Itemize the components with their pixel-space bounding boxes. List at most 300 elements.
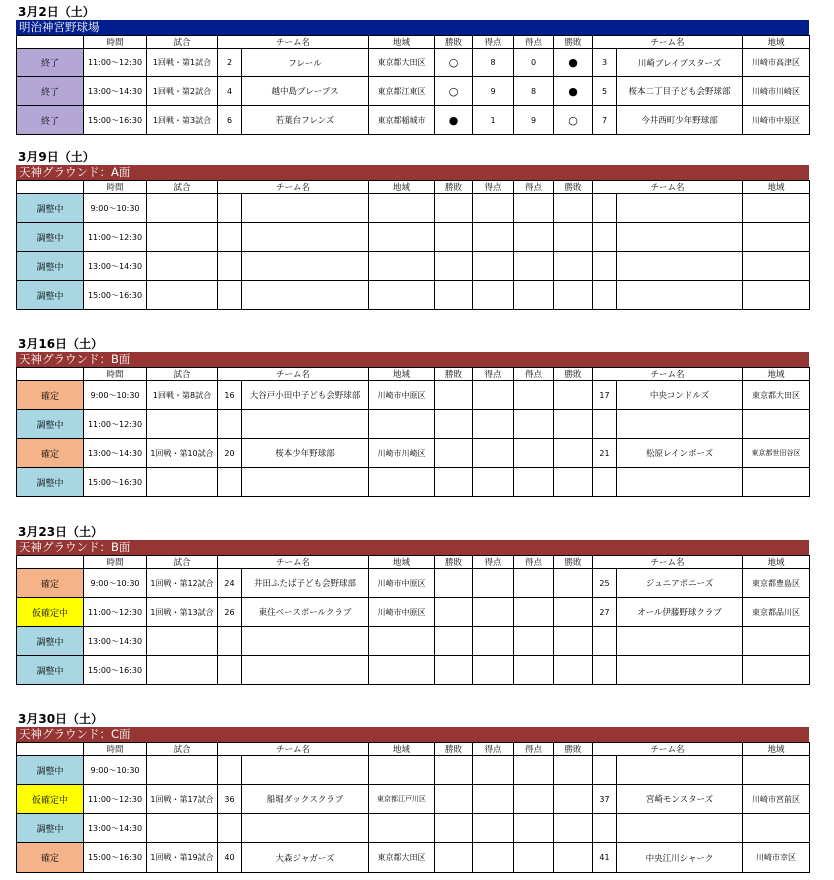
team2-score xyxy=(514,252,554,281)
header-time: 時間 xyxy=(84,181,147,194)
team2-number: 5 xyxy=(593,77,617,106)
team1-result xyxy=(435,223,473,252)
section-venue: 天神グラウンド：C面 xyxy=(16,727,809,742)
team2-name xyxy=(617,252,743,281)
team1-result: ○ xyxy=(435,49,473,77)
team2-area: 川崎市幸区 xyxy=(743,843,810,873)
time-cell: 15:00〜16:30 xyxy=(84,468,147,497)
section-date: 3月23日（土） xyxy=(18,525,104,539)
team1-score xyxy=(473,223,514,252)
team1-result: ● xyxy=(435,106,473,135)
status-badge: 調整中 xyxy=(17,252,84,281)
team1-name: 大谷戸小田中子ども会野球部 xyxy=(242,381,369,410)
team1-score xyxy=(473,843,514,873)
team2-score: 0 xyxy=(514,49,554,77)
header-row xyxy=(17,36,810,49)
team1-name: 越中島ブレーブス xyxy=(242,77,369,106)
team2-name xyxy=(617,814,743,843)
table-row xyxy=(17,785,810,814)
team1-area xyxy=(369,814,435,843)
team2-number xyxy=(593,194,617,223)
team1-area xyxy=(369,252,435,281)
team1-number: 40 xyxy=(218,843,242,873)
header-row xyxy=(17,181,810,194)
header-team1: チーム名 xyxy=(218,556,369,569)
status-badge: 確定 xyxy=(17,381,84,410)
team2-number: 3 xyxy=(593,49,617,77)
table-row xyxy=(17,598,810,627)
header-score2: 得点 xyxy=(514,743,554,756)
header-score1: 得点 xyxy=(473,556,514,569)
team1-result xyxy=(435,843,473,873)
team1-score xyxy=(473,410,514,439)
team1-name: 若葉台フレンズ xyxy=(242,106,369,135)
team1-result xyxy=(435,627,473,656)
header-team2: チーム名 xyxy=(593,368,743,381)
header-status xyxy=(17,556,84,569)
team2-result xyxy=(554,843,593,873)
header-team1: チーム名 xyxy=(218,36,369,49)
team1-area: 東京都稲城市 xyxy=(369,106,435,135)
team2-name xyxy=(617,656,743,685)
status-badge: 調整中 xyxy=(17,223,84,252)
team2-number xyxy=(593,410,617,439)
team1-area: 東京都大田区 xyxy=(369,49,435,77)
header-match: 試合 xyxy=(147,368,218,381)
team1-score xyxy=(473,627,514,656)
status-badge: 調整中 xyxy=(17,194,84,223)
match-cell xyxy=(147,468,218,497)
team2-number xyxy=(593,814,617,843)
time-cell: 15:00〜16:30 xyxy=(84,656,147,685)
team1-area: 川崎市川崎区 xyxy=(369,439,435,468)
team2-area xyxy=(743,468,810,497)
team1-number: 24 xyxy=(218,569,242,598)
team2-name: 桜本二丁目子ども会野球部 xyxy=(617,77,743,106)
team2-number xyxy=(593,468,617,497)
match-cell xyxy=(147,223,218,252)
team1-score xyxy=(473,252,514,281)
time-cell: 13:00〜14:30 xyxy=(84,627,147,656)
team1-score xyxy=(473,194,514,223)
team1-number xyxy=(218,627,242,656)
header-area1: 地域 xyxy=(369,368,435,381)
schedule-table xyxy=(16,555,810,685)
team1-number xyxy=(218,194,242,223)
header-score2: 得点 xyxy=(514,181,554,194)
team2-name: 川崎ブレイブスターズ xyxy=(617,49,743,77)
team2-name: 宮崎モンスターズ xyxy=(617,785,743,814)
section-venue: 天神グラウンド：B面 xyxy=(16,352,809,367)
table-row xyxy=(17,468,810,497)
status-badge: 確定 xyxy=(17,843,84,873)
match-cell: 1回戦・第10試合 xyxy=(147,439,218,468)
team2-score xyxy=(514,656,554,685)
team1-number xyxy=(218,410,242,439)
team1-name xyxy=(242,468,369,497)
team1-score xyxy=(473,468,514,497)
team2-name: 今井西町少年野球部 xyxy=(617,106,743,135)
team2-score xyxy=(514,223,554,252)
match-cell xyxy=(147,656,218,685)
header-result1: 勝敗 xyxy=(435,36,473,49)
team2-score xyxy=(514,468,554,497)
team1-result xyxy=(435,252,473,281)
header-result2: 勝敗 xyxy=(554,743,593,756)
team1-number xyxy=(218,252,242,281)
team1-result xyxy=(435,194,473,223)
header-time: 時間 xyxy=(84,368,147,381)
match-cell xyxy=(147,194,218,223)
team1-result xyxy=(435,410,473,439)
team1-area xyxy=(369,756,435,785)
section-date: 3月30日（土） xyxy=(18,712,104,726)
team2-result: ○ xyxy=(554,106,593,135)
table-row xyxy=(17,656,810,685)
status-badge: 調整中 xyxy=(17,627,84,656)
team2-name xyxy=(617,223,743,252)
team2-area: 川崎市川崎区 xyxy=(743,77,810,106)
header-area2: 地域 xyxy=(743,368,810,381)
team2-name: 中央コンドルズ xyxy=(617,381,743,410)
team2-name: 中央江川シャーク xyxy=(617,843,743,873)
team2-area: 川崎市高津区 xyxy=(743,49,810,77)
team2-area: 川崎市中原区 xyxy=(743,106,810,135)
section-date: 3月16日（土） xyxy=(18,337,104,351)
header-team2: チーム名 xyxy=(593,36,743,49)
time-cell: 11:00〜12:30 xyxy=(84,223,147,252)
team2-result xyxy=(554,569,593,598)
team1-area xyxy=(369,468,435,497)
match-cell: 1回戦・第12試合 xyxy=(147,569,218,598)
header-team2: チーム名 xyxy=(593,743,743,756)
team2-area xyxy=(743,756,810,785)
team2-name xyxy=(617,627,743,656)
team2-area xyxy=(743,194,810,223)
team2-number xyxy=(593,756,617,785)
match-cell xyxy=(147,756,218,785)
time-cell: 13:00〜14:30 xyxy=(84,814,147,843)
team2-result: ● xyxy=(554,77,593,106)
time-cell: 15:00〜16:30 xyxy=(84,281,147,310)
team1-name xyxy=(242,410,369,439)
section-venue: 明治神宮野球場 xyxy=(16,20,809,35)
team2-result xyxy=(554,439,593,468)
team2-number: 41 xyxy=(593,843,617,873)
team2-result xyxy=(554,252,593,281)
schedule-table xyxy=(16,742,810,873)
schedule-table xyxy=(16,35,810,135)
team1-score xyxy=(473,656,514,685)
team2-score: 9 xyxy=(514,106,554,135)
team2-score: 8 xyxy=(514,77,554,106)
team2-result xyxy=(554,814,593,843)
team1-name: 井田ふたば子ども会野球部 xyxy=(242,569,369,598)
header-result2: 勝敗 xyxy=(554,368,593,381)
header-result1: 勝敗 xyxy=(435,556,473,569)
header-team1: チーム名 xyxy=(218,368,369,381)
match-cell: 1回戦・第8試合 xyxy=(147,381,218,410)
status-badge: 調整中 xyxy=(17,410,84,439)
team2-area xyxy=(743,656,810,685)
team2-name xyxy=(617,468,743,497)
team2-result xyxy=(554,756,593,785)
team2-area xyxy=(743,814,810,843)
header-result1: 勝敗 xyxy=(435,181,473,194)
team2-area: 川崎市宮前区 xyxy=(743,785,810,814)
table-row xyxy=(17,439,810,468)
status-badge: 調整中 xyxy=(17,656,84,685)
team2-result xyxy=(554,281,593,310)
time-cell: 11:00〜12:30 xyxy=(84,410,147,439)
team2-area: 東京都品川区 xyxy=(743,598,810,627)
team1-result xyxy=(435,656,473,685)
team2-result xyxy=(554,468,593,497)
status-badge: 調整中 xyxy=(17,814,84,843)
team2-number: 27 xyxy=(593,598,617,627)
team1-area: 東京都江東区 xyxy=(369,77,435,106)
table-row xyxy=(17,77,810,106)
team1-result xyxy=(435,381,473,410)
match-cell: 1回戦・第1試合 xyxy=(147,49,218,77)
team1-number xyxy=(218,656,242,685)
time-cell: 9:00〜10:30 xyxy=(84,381,147,410)
status-badge: 終了 xyxy=(17,77,84,106)
schedule-section-5 xyxy=(16,711,809,873)
team1-name: 東住ベースボールクラブ xyxy=(242,598,369,627)
team1-name xyxy=(242,281,369,310)
team1-area: 川崎市中原区 xyxy=(369,598,435,627)
header-area1: 地域 xyxy=(369,556,435,569)
team1-name xyxy=(242,756,369,785)
section-date: 3月9日（土） xyxy=(18,150,95,164)
team1-score xyxy=(473,785,514,814)
team2-area xyxy=(743,627,810,656)
team1-score xyxy=(473,281,514,310)
team2-area: 東京都世田谷区 xyxy=(743,439,810,468)
header-team1: チーム名 xyxy=(218,743,369,756)
team1-score xyxy=(473,814,514,843)
status-badge: 終了 xyxy=(17,106,84,135)
header-score1: 得点 xyxy=(473,743,514,756)
team2-score xyxy=(514,194,554,223)
team2-number xyxy=(593,252,617,281)
status-badge: 調整中 xyxy=(17,468,84,497)
team1-name: 桜本少年野球部 xyxy=(242,439,369,468)
status-badge: 仮確定中 xyxy=(17,598,84,627)
match-cell: 1回戦・第13試合 xyxy=(147,598,218,627)
header-score1: 得点 xyxy=(473,36,514,49)
section-venue: 天神グラウンド：A面 xyxy=(16,165,809,180)
team2-number: 25 xyxy=(593,569,617,598)
team1-result xyxy=(435,598,473,627)
team1-score: 9 xyxy=(473,77,514,106)
team1-score xyxy=(473,756,514,785)
team1-result xyxy=(435,785,473,814)
team1-number: 26 xyxy=(218,598,242,627)
match-cell xyxy=(147,281,218,310)
match-cell xyxy=(147,410,218,439)
team1-area: 川崎市中原区 xyxy=(369,569,435,598)
header-area2: 地域 xyxy=(743,556,810,569)
time-cell: 13:00〜14:30 xyxy=(84,252,147,281)
team2-score xyxy=(514,410,554,439)
team2-result xyxy=(554,785,593,814)
time-cell: 15:00〜16:30 xyxy=(84,843,147,873)
schedule-section-3 xyxy=(16,336,809,497)
team1-number xyxy=(218,756,242,785)
team1-score xyxy=(473,439,514,468)
time-cell: 11:00〜12:30 xyxy=(84,598,147,627)
team1-score xyxy=(473,598,514,627)
team1-name xyxy=(242,252,369,281)
team1-number: 4 xyxy=(218,77,242,106)
team1-area xyxy=(369,194,435,223)
table-row xyxy=(17,49,810,77)
header-score2: 得点 xyxy=(514,368,554,381)
team2-result xyxy=(554,410,593,439)
team1-score xyxy=(473,381,514,410)
team1-result xyxy=(435,814,473,843)
team2-score xyxy=(514,627,554,656)
team1-number: 20 xyxy=(218,439,242,468)
team1-number xyxy=(218,468,242,497)
table-row xyxy=(17,756,810,785)
header-area2: 地域 xyxy=(743,36,810,49)
team1-name xyxy=(242,627,369,656)
section-date: 3月2日（土） xyxy=(18,5,95,19)
team1-name: 船堀ダックスクラブ xyxy=(242,785,369,814)
team2-number: 7 xyxy=(593,106,617,135)
time-cell: 9:00〜10:30 xyxy=(84,194,147,223)
section-venue: 天神グラウンド：B面 xyxy=(16,540,809,555)
table-row xyxy=(17,814,810,843)
time-cell: 13:00〜14:30 xyxy=(84,439,147,468)
header-result1: 勝敗 xyxy=(435,743,473,756)
team2-result: ● xyxy=(554,49,593,77)
team1-score: 1 xyxy=(473,106,514,135)
header-row xyxy=(17,368,810,381)
header-result2: 勝敗 xyxy=(554,556,593,569)
match-cell: 1回戦・第17試合 xyxy=(147,785,218,814)
team2-name: 松原レインボーズ xyxy=(617,439,743,468)
team1-name: フレール xyxy=(242,49,369,77)
team1-area xyxy=(369,627,435,656)
header-area1: 地域 xyxy=(369,743,435,756)
time-cell: 11:00〜12:30 xyxy=(84,785,147,814)
table-row xyxy=(17,627,810,656)
table-row xyxy=(17,194,810,223)
header-row xyxy=(17,743,810,756)
status-badge: 確定 xyxy=(17,439,84,468)
team1-result: ○ xyxy=(435,77,473,106)
team2-score xyxy=(514,569,554,598)
header-status xyxy=(17,181,84,194)
header-match: 試合 xyxy=(147,556,218,569)
header-row xyxy=(17,556,810,569)
table-row xyxy=(17,252,810,281)
time-cell: 11:00〜12:30 xyxy=(84,49,147,77)
time-cell: 15:00〜16:30 xyxy=(84,106,147,135)
team1-number: 6 xyxy=(218,106,242,135)
team1-area xyxy=(369,410,435,439)
status-badge: 仮確定中 xyxy=(17,785,84,814)
header-score2: 得点 xyxy=(514,36,554,49)
team2-number xyxy=(593,656,617,685)
team2-number xyxy=(593,281,617,310)
match-cell: 1回戦・第3試合 xyxy=(147,106,218,135)
team2-area xyxy=(743,281,810,310)
team2-area xyxy=(743,223,810,252)
team2-number: 37 xyxy=(593,785,617,814)
table-row xyxy=(17,843,810,873)
team1-result xyxy=(435,439,473,468)
schedule-table xyxy=(16,367,810,497)
table-row xyxy=(17,569,810,598)
team2-result xyxy=(554,381,593,410)
team2-score xyxy=(514,281,554,310)
header-status xyxy=(17,743,84,756)
match-cell xyxy=(147,627,218,656)
schedule-table xyxy=(16,180,810,310)
table-row xyxy=(17,106,810,135)
header-match: 試合 xyxy=(147,181,218,194)
team2-score xyxy=(514,785,554,814)
header-status xyxy=(17,368,84,381)
team2-result xyxy=(554,627,593,656)
team2-area xyxy=(743,410,810,439)
team2-score xyxy=(514,843,554,873)
header-result2: 勝敗 xyxy=(554,181,593,194)
header-time: 時間 xyxy=(84,36,147,49)
table-row xyxy=(17,223,810,252)
team2-area: 東京都豊島区 xyxy=(743,569,810,598)
team1-name xyxy=(242,223,369,252)
team2-name xyxy=(617,410,743,439)
team2-result xyxy=(554,194,593,223)
team2-number: 21 xyxy=(593,439,617,468)
team2-score xyxy=(514,381,554,410)
header-result1: 勝敗 xyxy=(435,368,473,381)
team1-number: 2 xyxy=(218,49,242,77)
team2-result xyxy=(554,223,593,252)
team2-name xyxy=(617,194,743,223)
team1-result xyxy=(435,468,473,497)
match-cell xyxy=(147,252,218,281)
team1-name xyxy=(242,814,369,843)
team2-score xyxy=(514,814,554,843)
schedule-section-1 xyxy=(16,4,809,135)
header-match: 試合 xyxy=(147,36,218,49)
header-result2: 勝敗 xyxy=(554,36,593,49)
team2-name: オール伊藤野球クラブ xyxy=(617,598,743,627)
header-area2: 地域 xyxy=(743,743,810,756)
schedule-section-2 xyxy=(16,149,809,310)
team2-name: ジュニアポニーズ xyxy=(617,569,743,598)
table-row xyxy=(17,381,810,410)
time-cell: 9:00〜10:30 xyxy=(84,569,147,598)
status-badge: 確定 xyxy=(17,569,84,598)
team1-number: 16 xyxy=(218,381,242,410)
team1-number xyxy=(218,814,242,843)
header-time: 時間 xyxy=(84,556,147,569)
team1-area xyxy=(369,281,435,310)
time-cell: 13:00〜14:30 xyxy=(84,77,147,106)
table-row xyxy=(17,410,810,439)
team2-result xyxy=(554,598,593,627)
header-area1: 地域 xyxy=(369,181,435,194)
header-score1: 得点 xyxy=(473,368,514,381)
